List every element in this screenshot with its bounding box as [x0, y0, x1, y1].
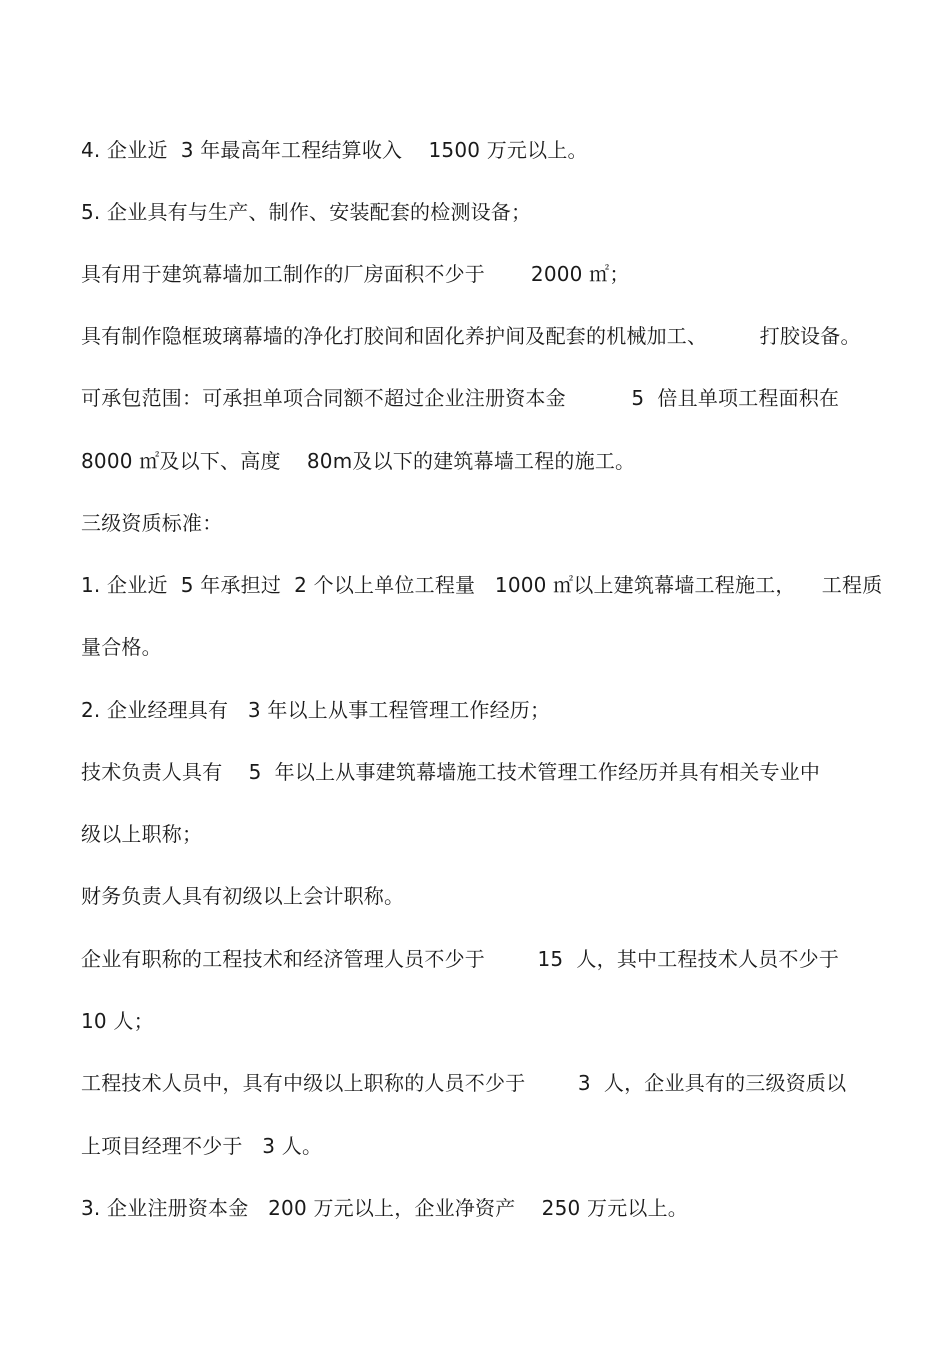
- text-line: 上项目经理不少于 3 人。: [81, 1134, 323, 1158]
- text-line: 技术负责人具有 5 年以上从事建筑幕墙施工技术管理工作经历并具有相关专业中: [81, 760, 821, 784]
- text-line: 1. 企业近 5 年承担过 2 个以上单位工程量 1000 ㎡以上建筑幕墙工程施工， 工程质: [81, 573, 883, 597]
- text-line: 工程技术人员中，具有中级以上职称的人员不少于 3 人，企业具有的三级资质以: [81, 1071, 847, 1095]
- text-line: 3. 企业注册资本金 200 万元以上，企业净资产 250 万元以上。: [81, 1196, 689, 1220]
- text-line: 10 人；: [81, 1009, 154, 1033]
- text-line: 5. 企业具有与生产、制作、安装配套的检测设备；: [81, 200, 532, 224]
- text-line: 具有制作隐框玻璃幕墙的净化打胶间和固化养护间及配套的机械加工、 打胶设备。: [81, 324, 861, 348]
- text-line: 级以上职称；: [81, 822, 203, 846]
- text-line: 8000 ㎡及以下、高度 80m及以下的建筑幕墙工程的施工。: [81, 449, 636, 473]
- text-line: 4. 企业近 3 年最高年工程结算收入 1500 万元以上。: [81, 138, 588, 162]
- section-heading: 三级资质标准：: [81, 511, 223, 535]
- text-line: 财务负责人具有初级以上会计职称。: [81, 884, 405, 908]
- text-line: 企业有职称的工程技术和经济管理人员不少于 15 人，其中工程技术人员不少于: [81, 947, 840, 971]
- text-line: 具有用于建筑幕墙加工制作的厂房面积不少于 2000 ㎡；: [81, 262, 630, 286]
- text-line: 量合格。: [81, 635, 162, 659]
- text-line: 可承包范围：可承担单项合同额不超过企业注册资本金 5 倍且单项工程面积在: [81, 386, 840, 410]
- text-line: 2. 企业经理具有 3 年以上从事工程管理工作经历；: [81, 698, 551, 722]
